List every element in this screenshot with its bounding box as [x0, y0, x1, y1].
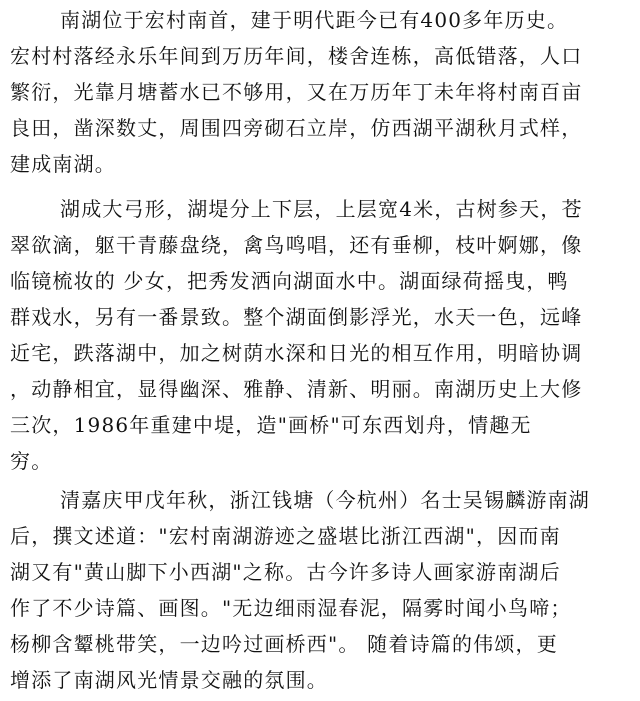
text-line: 良田，凿深数丈，周围四旁砌石立岸，仿西湖平湖秋月式样，	[10, 116, 583, 140]
text-line: 近宅，跌落湖中，加之树荫水深和日光的相互作用，明暗协调	[10, 341, 583, 365]
text-line: 宏村村落经永乐年间到万历年间，楼舍连栋，高低错落，人口	[10, 44, 583, 68]
text-line: 三次，1986年重建中堤，造"画桥"可东西划舟，情趣无	[10, 413, 532, 437]
paragraph-2	[0, 191, 640, 479]
text-line: 群戏水，另有一番景致。整个湖面倒影浮光，水天一色，远峰	[10, 305, 583, 329]
paragraph-1	[0, 2, 640, 182]
text-line: 南湖位于宏村南首，建于明代距今已有400多年历史。	[60, 8, 569, 32]
text-line: 临镜梳妆的 少女，把秀发洒向湖面水中。湖面绿荷摇曳，鸭	[10, 269, 569, 293]
text-line: 增添了南湖风光情景交融的氛围。	[10, 668, 328, 692]
text-line: ，动静相宜，显得幽深、雅静、清新、明丽。南湖历史上大修	[10, 377, 583, 401]
text-line: 湖又有"黄山脚下小西湖"之称。古今许多诗人画家游南湖后	[10, 560, 561, 584]
text-line: 繁衍，光靠月塘蓄水已不够用，又在万历年丁未年将村南百亩	[10, 80, 583, 104]
text-line: 翠欲滴，躯干青藤盘绕，禽鸟鸣唱，还有垂柳，枝叶婀娜，像	[10, 233, 583, 257]
paragraph-3	[0, 482, 640, 698]
text-line: 建成南湖。	[10, 152, 116, 176]
text-line: 后，撰文述道："宏村南湖游迹之盛堪比浙江西湖"，因而南	[10, 524, 561, 548]
text-line: 湖成大弓形，湖堤分上下层，上层宽4米，古树参天，苍	[60, 197, 583, 221]
text-line: 穷。	[10, 449, 53, 473]
text-line: 杨柳含颦桃带笑，一边吟过画桥西"。 随着诗篇的伟颂，更	[10, 632, 558, 656]
text-line: 清嘉庆甲戊年秋，浙江钱塘（今杭州）名士吴锡麟游南湖	[60, 488, 590, 512]
text-line: 作了不少诗篇、画图。"无边细雨湿春泥，隔雾时闻小鸟啼；	[10, 596, 572, 620]
